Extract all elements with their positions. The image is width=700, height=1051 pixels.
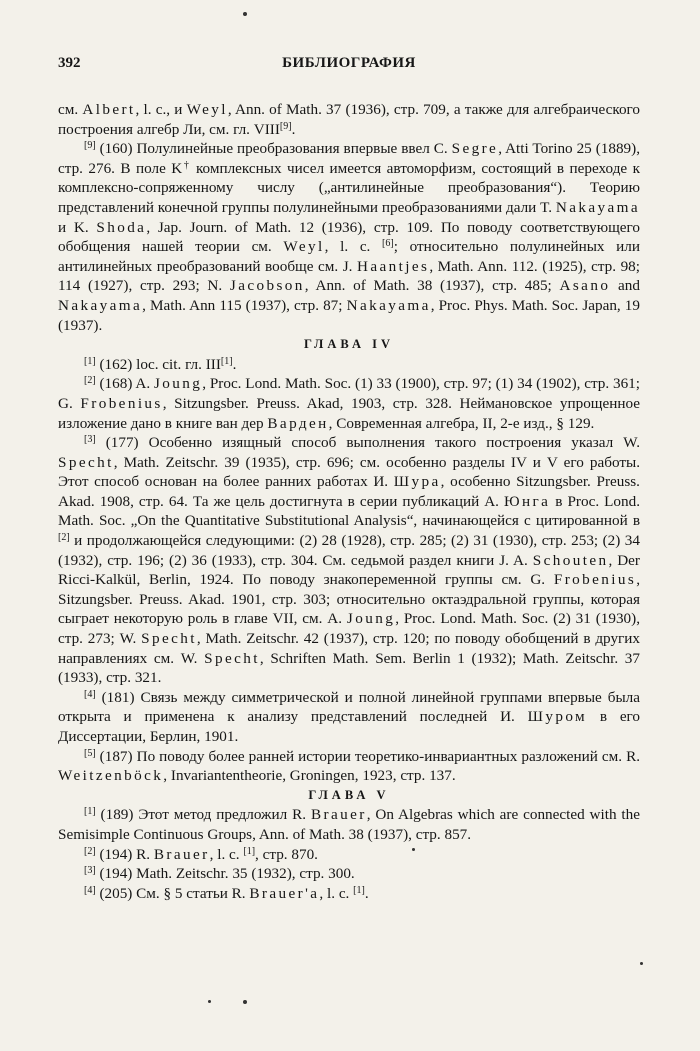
ch5-note-3: [3] (194) Math. Zeitschr. 35 (1932), стр. 300.: [84, 865, 355, 883]
bibliography-body: [58, 100, 640, 903]
ch4-note-3: [3] (177) Особенно изящный способ выполнения такого построения указал W. Specht, Math. Zeitschr. 39 (1935), стр. 696; см. особенно разделы IV и V его работы. Этот способ основан на более ранних работах И. Шура, особенно Sitzungsber. Preuss. Akad. 1908, стр. 64. Та же цель достигнута в серии публикаций A. Юнга в Proc. Lond. Math. Soc. „On the Quantitative Substitutional Analysis“, начинающейся с цитированной в [2] и продолжающейся следующими: (2) 28 (1928), стр. 285; (2) 31 (1930), стр. 253; (2) 34 (1932), стр. 196; (2) 36 (1933), стр. 304. См. седьмой раздел книги J. A. Schouten, Der Ricci-Kalkül, Berlin, 1924. По поводу знакопеременной группы см. G. Frobenius, Sitzungsber. Preuss. Akad. 1901, стр. 303; относительно октаэдральной группы, которая сыграет некоторую роль в главе VII, см. A. Joung, Proc. Lond. Math. Soc. (2) 31 (1930), стр. 273; W. Specht, Math. Zeitschr. 42 (1937), стр. 120; по поводу обобщений в других направлениях см. W. Specht, Schriften Math. Sem. Berlin 1 (1932); Math. Zeitschr. 37 (1933), стр. 321.: [58, 434, 640, 687]
ch5-note-4: [4] (205) См. § 5 статьи R. Brauer'a, l. c. [1].: [84, 884, 369, 902]
chapter-4-heading: ГЛАВА IV: [303, 337, 394, 352]
print-speck: [640, 962, 643, 965]
page-header: [58, 55, 640, 77]
ch5-note-2: [2] (194) R. Brauer, l. c. [1], стр. 870.: [84, 845, 318, 863]
print-speck: [243, 1000, 247, 1004]
print-speck: [412, 848, 415, 851]
page-number: 392: [58, 55, 81, 71]
ch4-note-1: [1] (162) loc. cit. гл. III[1].: [84, 355, 237, 373]
print-speck: [208, 1000, 211, 1003]
ch5-note-1: [1] (189) Этот метод предложил R. Brauer, On Algebras which are connected with the Semisimple Continuous Groups, Ann. of Math. 38 (1937), стр. 857.: [58, 806, 640, 843]
note-continuation: см. Albert, l. c., и Weyl, Ann. of Math. 37 (1936), стр. 709, а также для алгебраического построения алгебр Ли, см. гл. VIII[9].: [58, 101, 640, 138]
ch4-note-2: [2] (168) A. Joung, Proc. Lond. Math. Soc. (1) 33 (1900), стр. 97; (1) 34 (1902), стр. 361; G. Frobenius, Sitzungsber. Preuss. Akad, 1903, стр. 328. Неймановское упрощенное изложение дано в книге ван дер Варден, Современная алгебра, II, 2-е изд., § 129.: [58, 375, 641, 432]
chapter-5-heading: ГЛАВА V: [308, 787, 390, 802]
print-speck: [243, 12, 247, 16]
ch4-note-5: [5] (187) По поводу более ранней истории теоретико-инвариантных разложений см. R. Weitzenböck, Invariantentheorie, Groningen, 1923, стр. 137.: [58, 747, 640, 785]
ch4-note-4: [4] (181) Связь между симметрической и полной линейной группами впервые была открыта и применена к анализу представлений последней И. Шуром в его Диссертации, Берлин, 1901.: [58, 688, 641, 745]
page-title: БИБЛИОГРАФИЯ: [282, 55, 416, 71]
note-9-semilinear: [9] (160) Полулинейные преобразования впервые ввел C. Segre, Atti Torino 25 (1889), стр. 276. В поле K† комплексных чисел имеется автоморфизм, состоящий в переходе к комплексно-сопряженному числу („антилинейные преобразования“). Теорию представлений конечной группы полулинейными преобразованиями дали T. Nakayama и K. Shoda, Jap. Journ. of Math. 12 (1936), стр. 109. По поводу соответствующего обобщения нашей теории см. Weyl, l. c. [6]; относительно полулинейных или антилинейных преобразований вообще см. J. Haantjes, Math. Ann. 112. (1925), стр. 98; 114 (1927), стр. 293; N. Jacobson, Ann. of Math. 38 (1937), стр. 485; Asano and Nakayama, Math. Ann 115 (1937), стр. 87; Nakayama, Proc. Phys. Math. Soc. Japan, 19 (1937).: [58, 140, 640, 334]
